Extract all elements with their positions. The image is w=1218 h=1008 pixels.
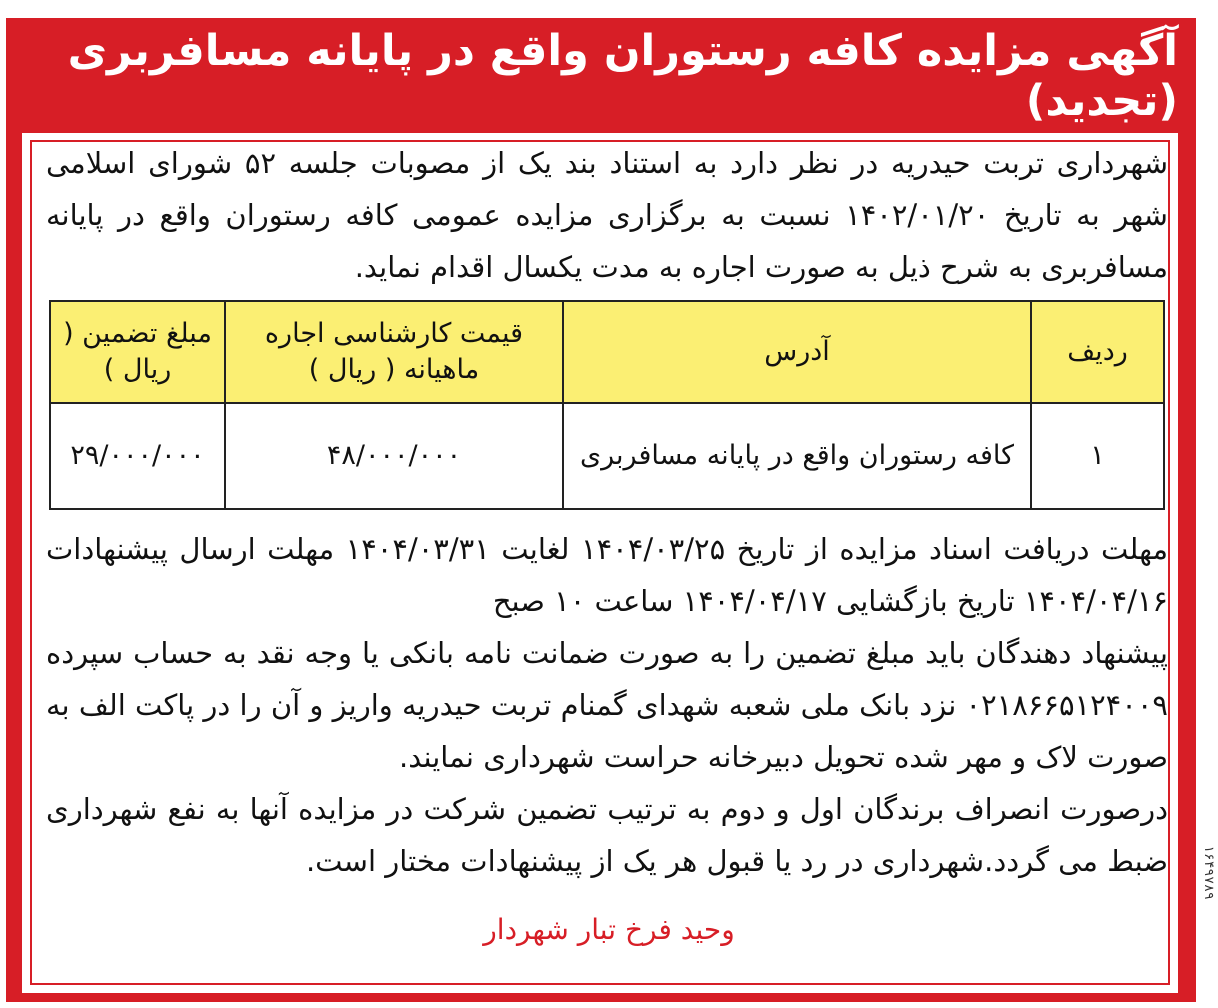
auction-table: [49, 300, 1165, 510]
cell-row-number: ۱: [1031, 403, 1164, 509]
withdrawal-paragraph: درصورت انصراف برندگان اول و دوم به ترتیب تضمین شرکت در مزایده آنها به نفع شهرداری ضبط می گردد.شهرداری در رد یا قبول هر یک از پیشنهادات مختار است.: [46, 792, 1168, 878]
cell-guarantee: ۲۹/۰۰۰/۰۰۰: [50, 403, 225, 509]
table-row: [50, 403, 1164, 509]
side-code: ۱۶۴۹۷۸۹: [1201, 845, 1216, 900]
notice-title: آگهی مزایده کافه رستوران واقع در پایانه مسافربری (تجدید): [67, 25, 1178, 126]
cell-expert-price: ۴۸/۰۰۰/۰۰۰: [225, 403, 563, 509]
header-expert-price: قیمت کارشناسی اجاره ماهیانه ( ریال ): [225, 301, 563, 403]
table-header-row: [50, 301, 1164, 403]
payment-paragraph: پیشنهاد دهندگان باید مبلغ تضمین را به صورت ضمانت نامه بانکی یا وجه نقد به حساب سپرده ۰۲۱۸۶۶۵۱۲۴۰۰۹ نزد بانک ملی شعبه شهدای گمنام تربت حیدریه واریز و آن را در پاکت الف به صورت لاک و مهر شده تحویل دبیرخانه حراست شهرداری نمایند.: [46, 636, 1168, 774]
intro-paragraph: شهرداری تربت حیدریه در نظر دارد به استناد بند یک از مصوبات جلسه ۵۲ شورای اسلامی شهر به تاریخ ۱۴۰۲/۰۱/۲۰ نسبت به برگزاری مزایده عمومی کافه رستوران واقع در پایانه مسافربری به شرح ذیل به صورت اجاره به مدت یکسال اقدام نماید.: [46, 146, 1168, 284]
cell-address: کافه رستوران واقع در پایانه مسافربری: [563, 403, 1031, 509]
header-address: آدرس: [563, 301, 1031, 403]
header-row-number: ردیف: [1031, 301, 1164, 403]
deadline-paragraph: مهلت دریافت اسناد مزایده از تاریخ ۱۴۰۴/۰۳/۲۵ لغایت ۱۴۰۴/۰۳/۳۱ مهلت ارسال پیشنهادات ۱۴۰۴/۰۴/۱۶ تاریخ بازگشایی ۱۴۰۴/۰۴/۱۷ ساعت ۱۰ صبح: [46, 532, 1168, 618]
signature: وحید فرخ تبار شهردار: [483, 913, 735, 946]
terms-block: [46, 523, 1168, 887]
header-guarantee: مبلغ تضمین ( ریال ): [50, 301, 225, 403]
